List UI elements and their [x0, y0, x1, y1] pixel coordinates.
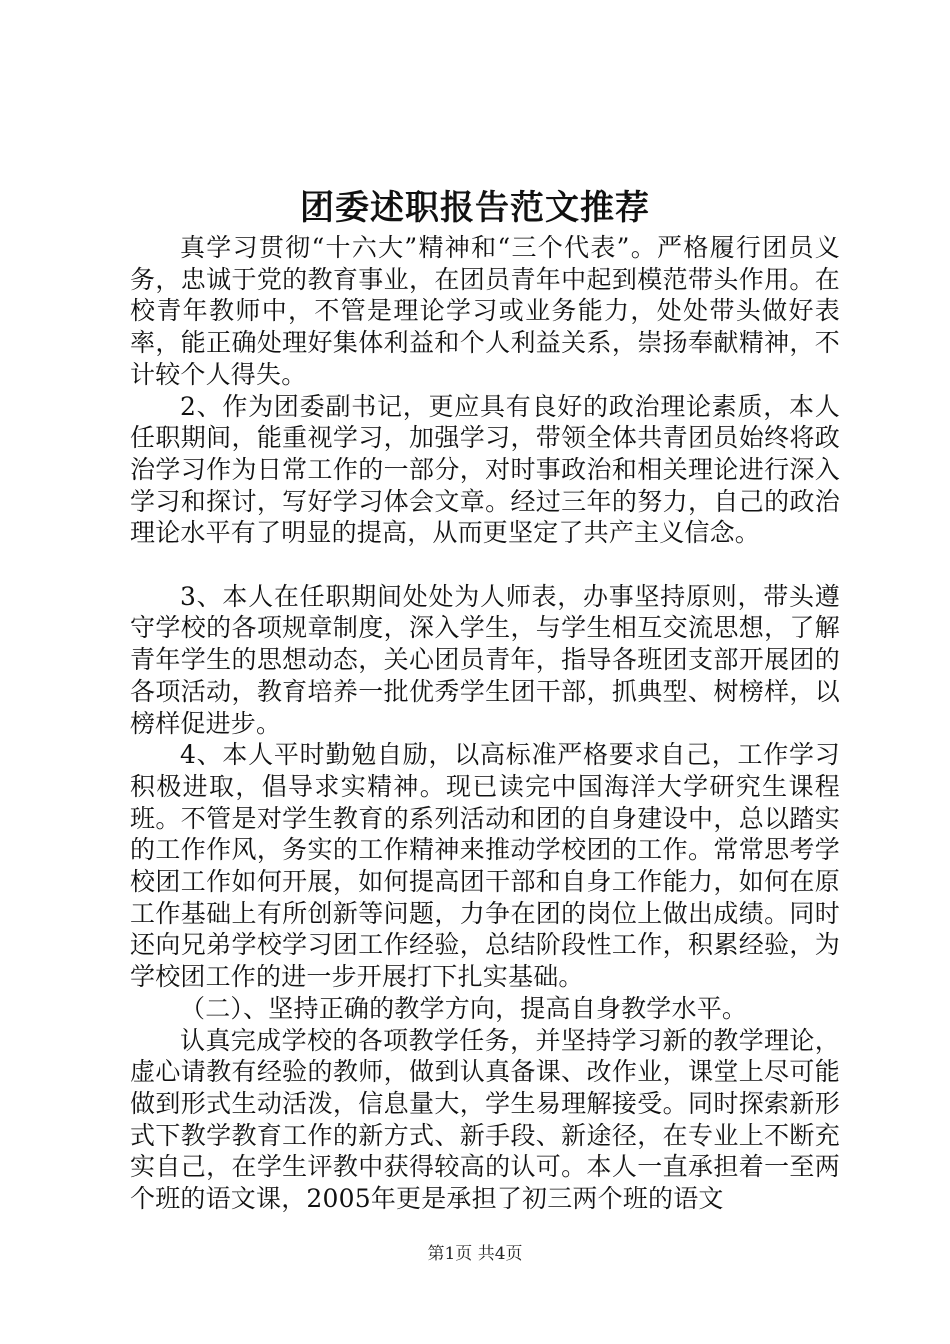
paragraph-4: 4、本人平时勤勉自励，以高标准严格要求自己，工作学习积极进取，倡导求实精神。现已读完中国海洋大学研究生课程班。不管是对学生教育的系列活动和团的自身建设中，总以踏实的工作作风，务实的工作精神来推动学校团的工作。常常思考学校团工作如何开展，如何提高团干部和自身工作能力，如何在原工作基础上有所创新等问题，力争在团的岗位上做出成绩。同时还向兄弟学校学习团工作经验，总结阶段性工作，积累经验，为学校团工作的进一步开展打下扎实基础。: [130, 740, 840, 992]
paragraph-3: 3、本人在任职期间处处为人师表，办事坚持原则，带头遵守学校的各项规章制度，深入学生，与学生相互交流思想，了解青年学生的思想动态，关心团员青年，指导各班团支部开展团的各项活动，教育培养一批优秀学生团干部，抓典型、树榜样，以榜样促进步。: [130, 581, 840, 738]
paragraph-1: 真学习贯彻“十六大”精神和“三个代表”。严格履行团员义务，忠诚于党的教育事业，在团员青年中起到模范带头作用。在校青年教师中，不管是理论学习或业务能力，处处带头做好表率，能正确处理好集体利益和个人利益关系，崇扬奉献精神，不计较个人得失。: [130, 233, 840, 389]
paragraph-2: 2、作为团委副书记，更应具有良好的政治理论素质，本人任职期间，能重视学习，加强学习，带领全体共青团员始终将政治学习作为日常工作的一部分，对时事政治和相关理论进行深入学习和探讨，写好学习体会文章。经过三年的努力，自己的政治理论水平有了明显的提高，从而更坚定了共产主义信念。: [130, 391, 840, 548]
document-body: [130, 232, 840, 1215]
paragraph-5: 认真完成学校的各项教学任务，并坚持学习新的教学理论，虚心请教有经验的教师，做到认真备课、改作业，课堂上尽可能做到形式生动活泼，信息量大，学生易理解接受。同时探索新形式下教学教育工作的新方式、新手段、新途径，在专业上不断充实自己，在学生评教中获得较高的认可。本人一直承担着一至两个班的语文课，2005年更是承担了初三两个班的语文: [130, 1025, 840, 1214]
section-heading: （二）、坚持正确的教学方向，提高自身教学水平。: [180, 993, 748, 1023]
document-title: 团委述职报告范文推荐: [300, 188, 650, 228]
page-footer: 第1页 共4页: [427, 1244, 523, 1264]
